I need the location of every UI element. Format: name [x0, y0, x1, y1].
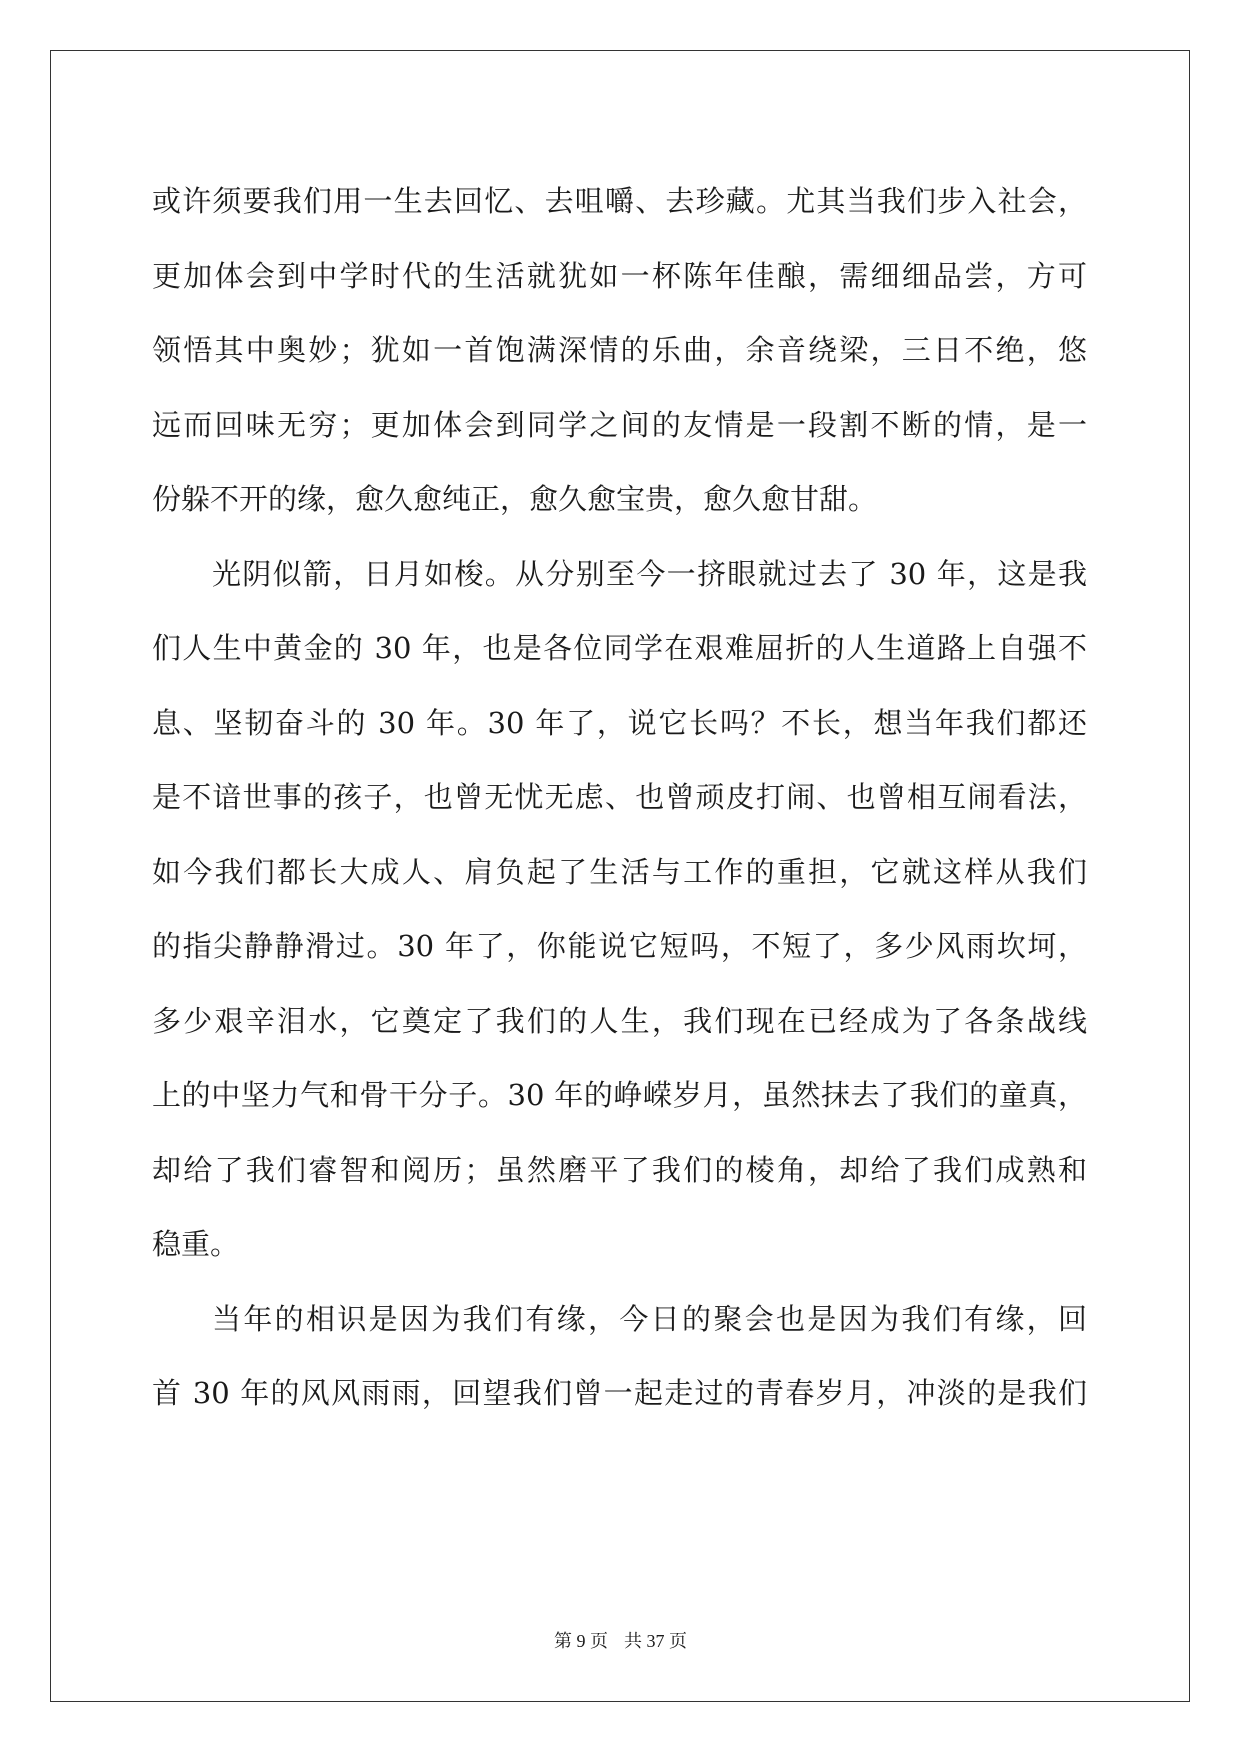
text-line: 份躲不开的缘，愈久愈纯正，愈久愈宝贵，愈久愈甘甜。	[152, 482, 878, 516]
text-line: 光阴似箭，日月如梭。从分别至今一挤眼就过去了 30 年，这是我	[212, 556, 1087, 591]
page-footer	[0, 1627, 1241, 1653]
document-body	[152, 164, 1087, 1431]
page-number: 第 9 页	[554, 1631, 608, 1651]
text-line: 或许须要我们用一生去回忆、去咀嚼、去珍藏。尤其当我们步入社会，	[152, 184, 1087, 218]
text-line: 远而回味无穷；更加体会到同学之间的友情是一段割不断的情，是一	[152, 407, 1087, 442]
text-line: 如今我们都长大成人、肩负起了生活与工作的重担，它就这样从我们	[152, 854, 1087, 889]
text-line: 首 30 年的风风雨雨，回望我们曾一起走过的青春岁月，冲淡的是我们	[152, 1376, 1087, 1410]
text-line: 是不谙世事的孩子，也曾无忧无虑、也曾顽皮打闹、也曾相互闹看法，	[152, 780, 1087, 814]
text-line: 的指尖静静滑过。30 年了，你能说它短吗，不短了，多少风雨坎坷，	[152, 929, 1087, 963]
text-line: 们人生中黄金的 30 年，也是各位同学在艰难屈折的人生道路上自强不	[152, 631, 1087, 665]
text-line: 当年的相识是因为我们有缘，今日的聚会也是因为我们有缘，回	[212, 1301, 1087, 1336]
page-total: 共 37 页	[624, 1631, 687, 1651]
text-line: 多少艰辛泪水，它奠定了我们的人生，我们现在已经成为了各条战线	[152, 1003, 1087, 1038]
text-line: 稳重。	[152, 1227, 240, 1261]
text-line: 息、坚韧奋斗的 30 年。30 年了，说它长吗？不长，想当年我们都还	[152, 705, 1087, 740]
text-line: 上的中坚力气和骨干分子。30 年的峥嵘岁月，虽然抹去了我们的童真，	[152, 1078, 1087, 1112]
text-line: 更加体会到中学时代的生活就犹如一杯陈年佳酿，需细细品尝，方可	[152, 258, 1087, 293]
text-line: 领悟其中奥妙；犹如一首饱满深情的乐曲，余音绕梁，三日不绝，悠	[152, 333, 1087, 367]
text-line: 却给了我们睿智和阅历；虽然磨平了我们的棱角，却给了我们成熟和	[152, 1152, 1087, 1187]
